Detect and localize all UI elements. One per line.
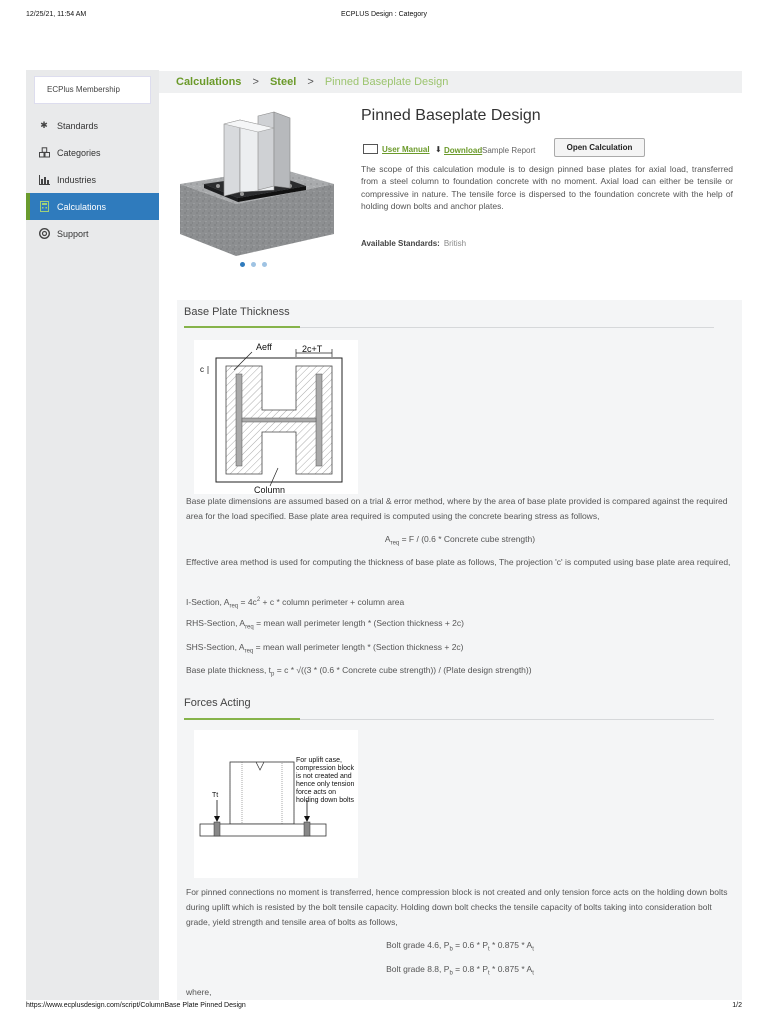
section-title-forces: Forces Acting <box>184 697 251 709</box>
bar-chart-icon <box>38 174 50 186</box>
breadcrumb-separator: > <box>252 76 259 88</box>
thickness-paragraph-1: Base plate dimensions are assumed based on a trial & error method, where by the area of base plate provided is compared against the required area for the load specified. Base plate area required is computed using the concrete bearing stress as follows, <box>186 496 728 521</box>
print-timestamp: 12/25/21, 11:54 AM <box>26 11 87 18</box>
print-page-number: 1/2 <box>732 1002 742 1009</box>
breadcrumb-separator: > <box>307 76 314 88</box>
baseplate-product-image <box>178 110 338 258</box>
label-c: c <box>200 365 204 374</box>
sidebar-item-label: Industries <box>57 174 97 185</box>
section-title-thickness: Base Plate Thickness <box>184 306 290 318</box>
label-column: Column <box>254 485 286 494</box>
where-label: where, <box>186 987 212 997</box>
print-url: https://www.ecplusdesign.com/script/ColumnBase Plate Pinned Design <box>26 1002 246 1009</box>
carousel-dot[interactable] <box>251 262 256 267</box>
sidebar-item-categories[interactable] <box>26 139 159 166</box>
equation-rhs-section: RHS-Section, $A_{req}$ = mean wall perimeter length * (Section thickness + 2c) <box>186 618 464 631</box>
breadcrumb-calculations[interactable]: Calculations <box>176 76 242 88</box>
download-icon: ⬇ <box>435 145 442 154</box>
carousel-dots <box>240 262 267 267</box>
standards-value: British <box>443 239 467 248</box>
sidebar-item-standards[interactable] <box>26 112 159 139</box>
equation-i-section: I-Section, $A_{req} = 4c^2 + c$ * column perimeter + column area <box>186 596 405 610</box>
label-aeff: Aeff <box>256 342 272 352</box>
module-actions <box>363 140 743 160</box>
carousel-dot[interactable] <box>240 262 245 267</box>
membership-box[interactable]: ECPlus Membership <box>34 76 151 104</box>
manual-icon <box>363 144 378 154</box>
sidebar-item-support[interactable] <box>26 220 159 247</box>
breadcrumb-current: Pinned Baseplate Design <box>324 76 449 88</box>
forces-acting-diagram <box>194 730 358 878</box>
equation-plate-thickness: Base plate thickness, $t_p = c * √((3 * (0.6$ * Concrete cube strength)) / (Plate design strength)) <box>186 665 532 678</box>
forces-paragraph-1: For pinned connections no moment is transferred, hence compression block is not created and only tension force acts on the holding down bolts during uplift which is resisted by the bolt tensile capacity. Holding down bolt checks the tensile capacity of bolts taking into consideration bolt grade, yield strength and tensile area of bolts as follows, <box>186 887 728 927</box>
standards-label: Available Standards: <box>361 239 440 248</box>
sidebar <box>26 70 159 1000</box>
thickness-paragraph-2: Effective area method is used for computing the thickness of base plate as follows, The projection 'c' is computed using base plate area required, <box>186 557 731 567</box>
sidebar-item-industries[interactable] <box>26 166 159 193</box>
download-link[interactable]: Download <box>444 146 483 155</box>
equation-bolt-grade-8-8: Bolt grade 8.8, $P_b = 0.8 * P_t * 0.875 * A_t$ <box>386 964 534 977</box>
uplift-note: For uplift case, compression block is not created and hence only tension force acts on holding down bolts <box>296 757 355 804</box>
sidebar-item-label: Calculations <box>57 201 107 212</box>
calculator-icon <box>38 201 50 213</box>
base-plate-thickness-diagram <box>194 340 358 494</box>
equation-shs-section: SHS-Section, $A_{req}$ = mean wall perimeter length * (Section thickness + 2c) <box>186 642 464 655</box>
breadcrumb-steel[interactable]: Steel <box>269 76 297 88</box>
label-2c-t: 2c+T <box>302 344 323 354</box>
sidebar-nav <box>26 112 159 247</box>
print-title: ECPLUS Design : Category <box>341 11 427 18</box>
available-standards <box>361 239 466 248</box>
breadcrumb <box>159 71 742 93</box>
cubes-icon <box>38 147 50 159</box>
label-tt: Tt <box>212 792 219 799</box>
page-title: Pinned Baseplate Design <box>361 107 541 124</box>
open-calculation-button[interactable]: Open Calculation <box>554 138 645 157</box>
sample-report-label: Sample Report <box>482 146 536 155</box>
section-rule <box>184 327 714 328</box>
sidebar-item-label: Categories <box>57 147 101 158</box>
asterisk-icon: ✱ <box>40 120 48 130</box>
user-manual-link[interactable]: User Manual <box>382 145 430 154</box>
sidebar-item-label: Standards <box>57 120 99 131</box>
module-description: The scope of this calculation module is to design pinned base plates for axial load, transferred from a steel column to foundation concrete with no moment. Axial load can either be tensile or compressive in nature. The tensile force is dispersed to the foundation concrete with the help of holding down bolts and anchor plates. <box>361 164 733 211</box>
sidebar-item-calculations[interactable] <box>26 193 159 220</box>
section-rule <box>184 719 714 720</box>
equation-bolt-grade-4-6: Bolt grade 4.6, $P_b = 0.6 * P_t * 0.875 * A_t$ <box>386 940 534 953</box>
lifebuoy-icon <box>38 228 50 240</box>
print-header <box>0 11 768 23</box>
carousel-dot[interactable] <box>262 262 267 267</box>
sidebar-item-label: Support <box>57 228 89 239</box>
equation-area-required: $A_{req} = F / (0.6$ * Concrete cube strength) <box>384 534 536 547</box>
